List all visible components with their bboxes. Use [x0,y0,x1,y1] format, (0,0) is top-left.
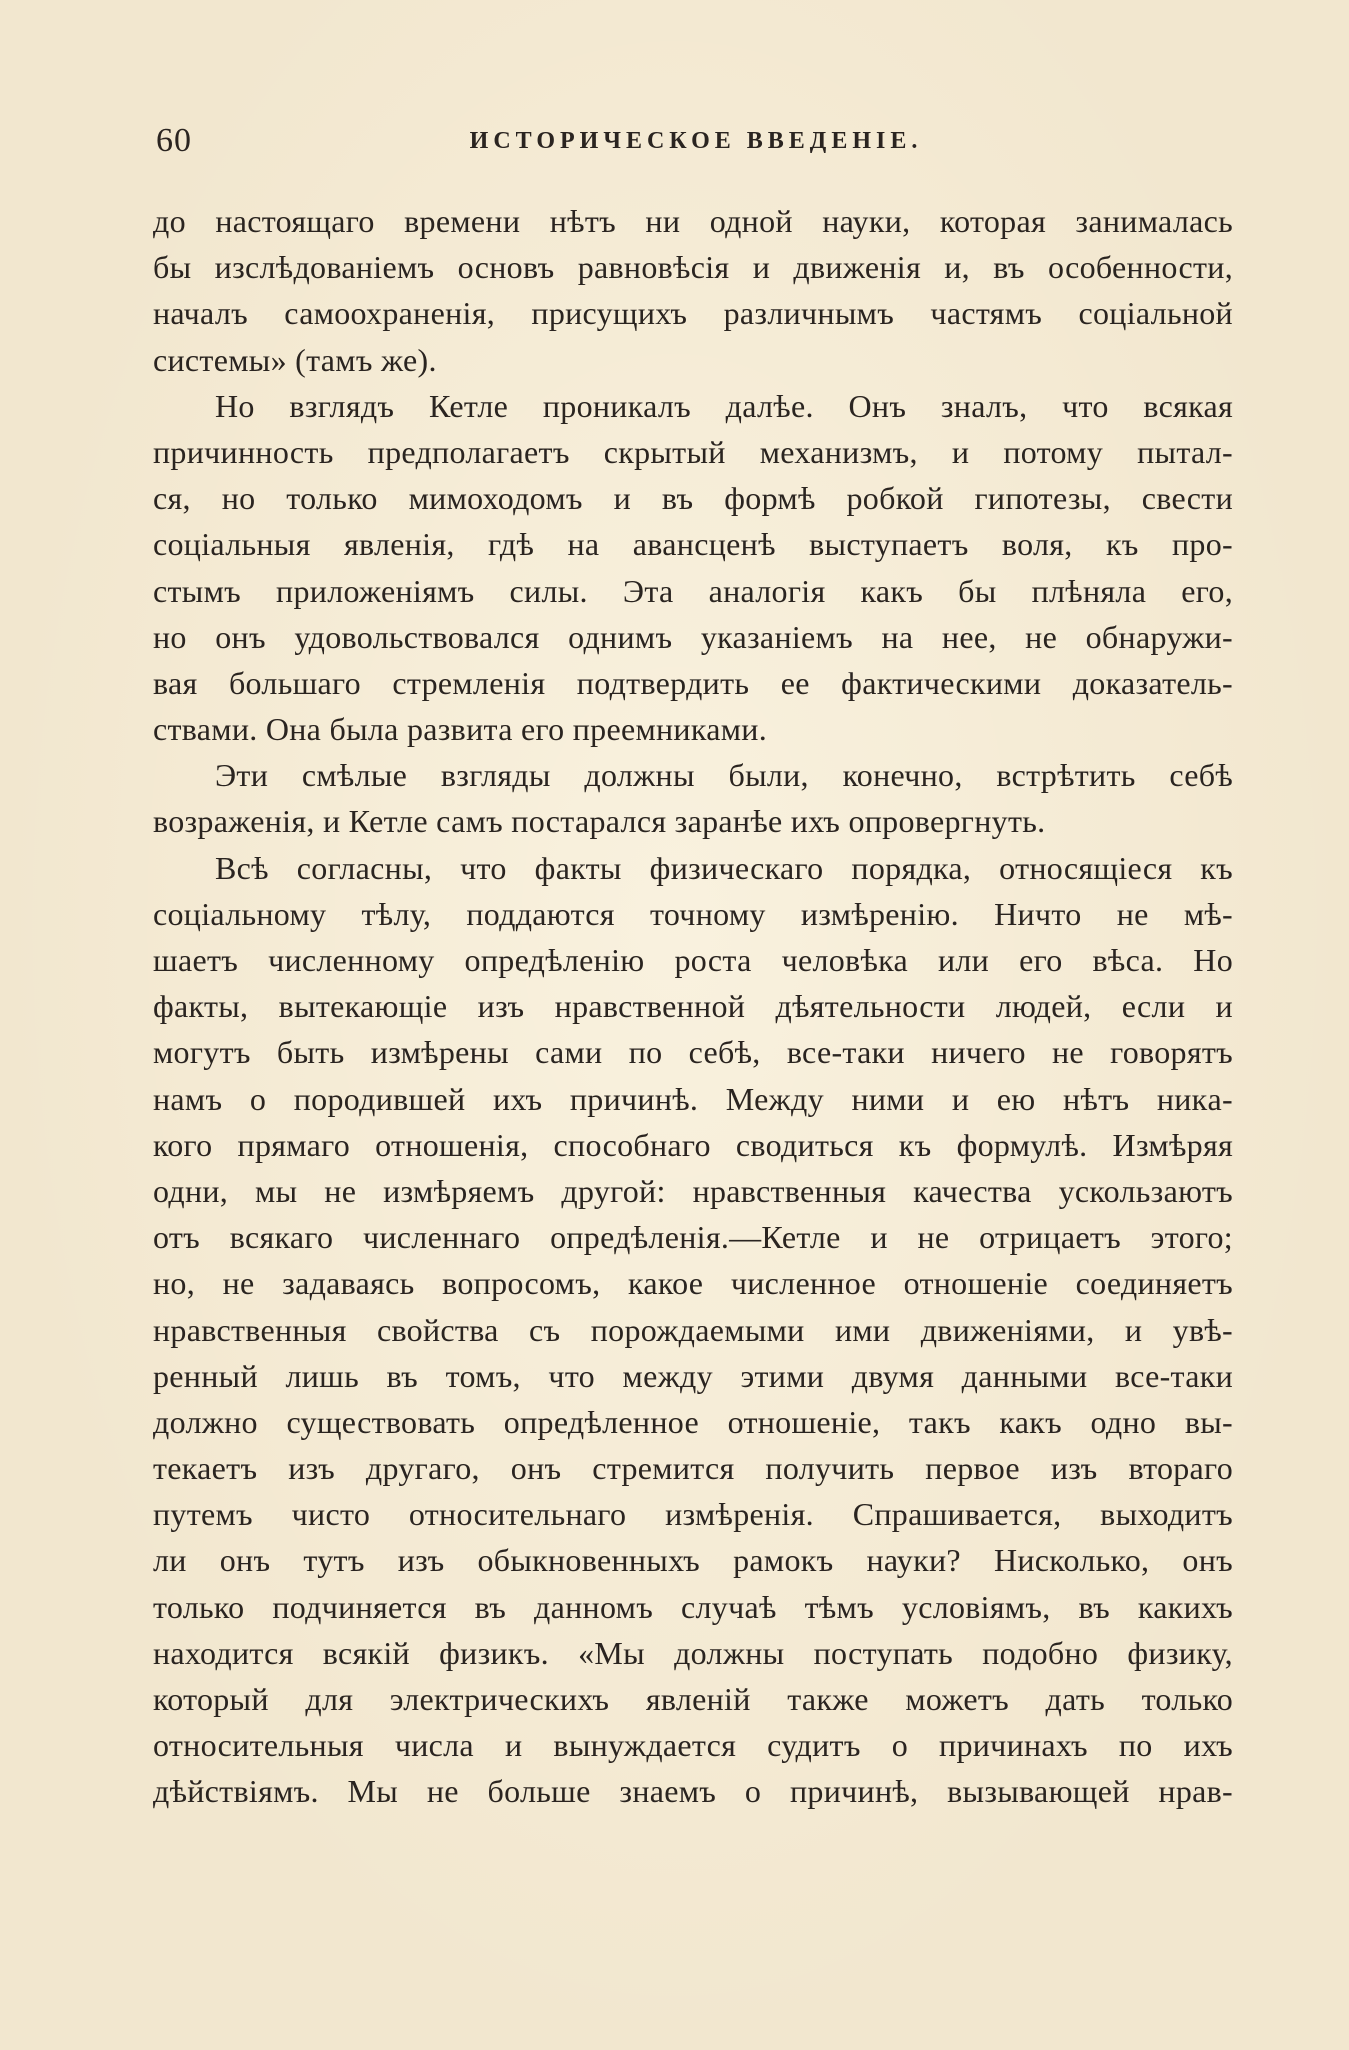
text-line: но, не задаваясь вопросомъ, какое численное отношенiе соединяетъ [153,1265,1233,1302]
text-line: ся, но только мимоходомъ и въ формѣ робкой гипотезы, свести [153,480,1233,517]
text-line: ли онъ тутъ изъ обыкновенныхъ рамокъ науки? Нисколько, онъ [153,1542,1233,1579]
text-line: соцiальныя явленiя, гдѣ на авансценѣ выступаетъ воля, къ про- [153,526,1233,563]
body-text [153,198,1233,1815]
text-line: нравственныя свойства съ порождаемыми ими движенiями, и увѣ- [153,1311,1233,1348]
text-line: Эти смѣлые взгляды должны были, конечно, встрѣтить себѣ [215,757,1233,794]
text-line: Но взглядъ Кетле проникалъ далѣе. Онъ зналъ, что всякая [215,387,1233,424]
text-line: могутъ быть измѣрены сами по себѣ, все-таки ничего не говорятъ [153,1034,1233,1071]
text-line: вая большаго стремленiя подтвердить ее фактическими доказатель- [153,664,1233,701]
text-line: причинность предполагаетъ скрытый механизмъ, и потому пытал- [153,433,1233,470]
text-line: относительныя числа и вынуждается судитъ о причинахъ по ихъ [153,1727,1233,1764]
running-title: ИСТОРИЧЕСКОЕ ВВЕДЕНIЕ. [469,128,923,154]
text-line: который для электрическихъ явленiй также можетъ дать только [153,1681,1233,1717]
text-line: кого прямаго отношенiя, способнаго сводиться къ формулѣ. Измѣряя [153,1126,1233,1163]
text-line: одни, мы не измѣряемъ другой: нравственныя качества ускользаютъ [153,1172,1233,1209]
text-line: факты, вытекающiе изъ нравственной дѣятельности людей, если и [153,988,1233,1025]
page-number: 60 [156,122,192,159]
text-line: соцiальному тѣлу, поддаются точному измѣренiю. Ничто не мѣ- [153,895,1233,932]
text-line: до настоящаго времени нѣтъ ни одной науки, которая занималась [153,203,1233,239]
text-line: бы изслѣдованiемъ основъ равновѣсiя и движенiя и, въ особенности, [153,249,1233,286]
text-line: но онъ удовольствовался однимъ указанiемъ на нее, не обнаружи- [153,618,1233,655]
text-line: возраженiя, и Кетле самъ постарался заранѣе ихъ опровергнуть. [153,803,1046,840]
text-line: ренный лишь въ томъ, что между этими двумя данными все-таки [153,1357,1233,1394]
text-line: системы» (тамъ же). [153,341,437,378]
text-line: Всѣ согласны, что факты физическаго порядка, относящiеся къ [215,849,1233,886]
text-line: отъ всякаго численнаго опредѣленiя.—Кетле и не отрицаетъ этого; [153,1219,1233,1256]
text-line: находится всякiй физикъ. «Мы должны поступать подобно физику, [153,1634,1233,1671]
text-line: стымъ приложенiямъ силы. Эта аналогiя какъ бы плѣняла его, [153,572,1233,609]
text-line: путемъ чисто относительнаго измѣренiя. Спрашивается, выходитъ [153,1496,1233,1533]
page-header [156,122,1236,166]
text-line: намъ о породившей ихъ причинѣ. Между ними и ею нѣтъ никa- [153,1080,1233,1117]
text-line: шаетъ численному опредѣленiю роста человѣка или его вѣса. Но [153,942,1233,978]
text-line: должно существовать опредѣленное отношенiе, такъ какъ одно вы- [153,1403,1233,1440]
text-line: только подчиняется въ данномъ случаѣ тѣмъ условiямъ, въ какихъ [153,1588,1233,1625]
text-line: ствами. Она была развита его преемниками. [153,711,768,748]
text-line: текаетъ изъ другаго, онъ стремится получить первое изъ втораго [153,1450,1233,1487]
text-line: дѣйствiямъ. Мы не больше знаемъ о причинѣ, вызывающей нрав- [153,1773,1233,1810]
text-line: началъ самоохраненiя, присущихъ различнымъ частямъ соцiальной [153,295,1233,332]
